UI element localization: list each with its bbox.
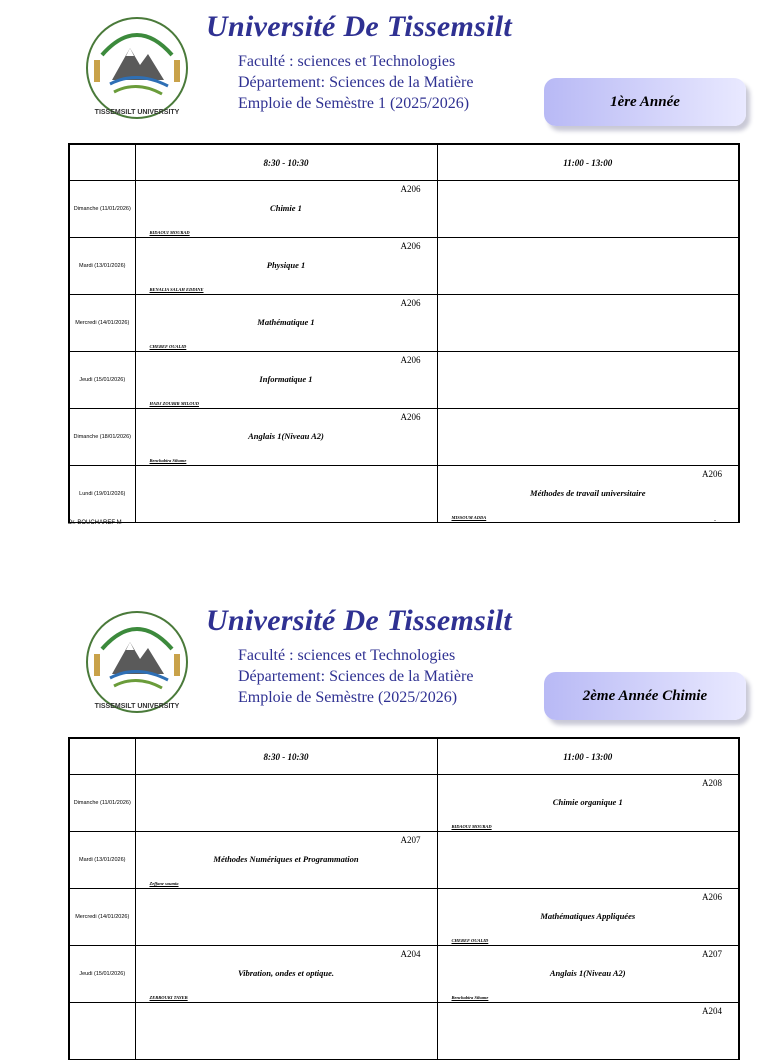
table-row <box>69 352 739 409</box>
day-label: Jeudi (15/01/2026) <box>69 352 135 409</box>
table-row <box>69 1003 739 1060</box>
day-label: Dimanche (18/01/2026) <box>69 409 135 466</box>
day-label: Mercredi (14/01/2026) <box>69 889 135 946</box>
course-cell <box>135 409 437 466</box>
course-name: Anglais 1(Niveau A2) <box>248 431 324 441</box>
course-cell <box>135 295 437 352</box>
room-label: A207 <box>400 835 421 845</box>
course-name: Vibration, ondes et optique. <box>237 968 335 978</box>
empty-cell <box>437 352 739 409</box>
course-name: Méthodes de travail universitaire <box>530 488 646 498</box>
room-label: A206 <box>400 241 421 251</box>
course-name: Anglais 1(Niveau A2) <box>549 968 626 978</box>
timetable <box>68 737 740 1060</box>
course-cell <box>437 889 739 946</box>
header-row <box>69 738 739 775</box>
faculty-line: Faculté : sciences et Technologies <box>238 647 456 664</box>
teacher-name: CHEREF OUALID <box>451 938 489 943</box>
course-name: Méthodes Numériques et Programmation <box>213 854 359 864</box>
department-line: Département: Sciences de la Matière <box>238 668 474 685</box>
room-label: A206 <box>400 184 421 194</box>
empty-cell <box>135 775 437 832</box>
day-label: Mardi (13/01/2026) <box>69 832 135 889</box>
timetable <box>68 143 740 523</box>
schedule-sheet-2 <box>0 594 768 1024</box>
course-cell <box>135 181 437 238</box>
table-row <box>69 832 739 889</box>
room-label: A206 <box>400 412 421 422</box>
empty-cell <box>437 409 739 466</box>
faculty-line: Faculté : sciences et Technologies <box>238 53 456 70</box>
empty-cell <box>135 889 437 946</box>
room-label: A204 <box>702 1006 722 1016</box>
course-name: Physique 1 <box>266 260 306 270</box>
day-label: Mercredi (14/01/2026) <box>69 295 135 352</box>
department-line: Département: Sciences de la Matière <box>238 74 474 91</box>
university-title: Université De Tissemsilt <box>206 10 513 43</box>
empty-cell <box>135 1003 437 1060</box>
year-badge: 1ère Année <box>544 78 746 126</box>
logo-text: TISSEMSILT UNIVERSITY <box>94 109 180 116</box>
teacher-name: CHEREF OUALID <box>149 344 187 349</box>
empty-cell <box>437 295 739 352</box>
table-row <box>69 238 739 295</box>
slot-header: 8:30 - 10:30 <box>135 738 437 775</box>
day-label: Lundi (19/01/2026) <box>69 466 135 523</box>
footer-signature: Dr. BOUCHAREF M <box>68 520 122 526</box>
course-name: Informatique 1 <box>259 374 313 384</box>
corner-cell <box>69 738 135 775</box>
course-cell <box>135 352 437 409</box>
table-row <box>69 889 739 946</box>
teacher-name: HADJ ZOUBIR MILOUD <box>149 401 200 406</box>
corner-cell <box>69 144 135 181</box>
slot-header: 11:00 - 13:00 <box>437 738 739 775</box>
day-label: Jeudi (15/01/2026) <box>69 946 135 1003</box>
table-row <box>69 775 739 832</box>
course-cell <box>437 466 739 523</box>
header-row <box>69 144 739 181</box>
course-cell <box>135 832 437 889</box>
teacher-name: Benchabira Sihame <box>451 995 489 1000</box>
room-label: A206 <box>702 892 722 902</box>
university-logo <box>82 10 192 126</box>
empty-cell <box>437 832 739 889</box>
year-badge: 2ème Année Chimie <box>544 672 746 720</box>
course-cell <box>437 775 739 832</box>
teacher-name: ZERROUKI TAYEB <box>149 995 188 1000</box>
teacher-name: MISSOUM ADDA <box>451 515 487 520</box>
table-row <box>69 946 739 1003</box>
room-label: A206 <box>400 298 421 308</box>
teacher-name: Benchabira Sihame <box>149 458 187 463</box>
room-label: A204 <box>400 949 421 959</box>
room-label: A207 <box>702 949 722 959</box>
teacher-name: Zeffane soumia <box>149 881 179 886</box>
slot-header: 8:30 - 10:30 <box>135 144 437 181</box>
footer-mark: - <box>714 518 716 524</box>
course-name: Chimie organique 1 <box>552 797 623 807</box>
course-cell <box>437 946 739 1003</box>
day-label: Mardi (13/01/2026) <box>69 238 135 295</box>
slot-header: 11:00 - 13:00 <box>437 144 739 181</box>
day-label <box>69 1003 135 1060</box>
course-cell <box>135 946 437 1003</box>
room-label: A208 <box>702 778 722 788</box>
course-name: Mathématiques Appliquées <box>540 911 636 921</box>
schedule-line: Emploie de Semèstre (2025/2026) <box>238 689 458 706</box>
logo-text: TISSEMSILT UNIVERSITY <box>94 703 180 710</box>
room-label: A206 <box>400 355 421 365</box>
schedule-line: Emploie de Semèstre 1 (2025/2026) <box>238 95 470 112</box>
day-label: Dimanche (11/01/2026) <box>69 181 135 238</box>
empty-cell <box>437 181 739 238</box>
university-logo <box>82 604 192 720</box>
table-row <box>69 181 739 238</box>
day-label: Dimanche (11/01/2026) <box>69 775 135 832</box>
teacher-name: BIDAOUI MOURAD <box>451 824 492 829</box>
empty-cell <box>135 466 437 523</box>
table-row <box>69 409 739 466</box>
table-row <box>69 466 739 523</box>
course-cell <box>135 238 437 295</box>
teacher-name: BENALIA SALAH EDDINE <box>149 287 204 292</box>
university-title: Université De Tissemsilt <box>206 604 513 637</box>
course-name: Chimie 1 <box>270 203 302 213</box>
course-name: Mathématique 1 <box>257 317 315 327</box>
course-cell <box>437 1003 739 1060</box>
table-row <box>69 295 739 352</box>
empty-cell <box>437 238 739 295</box>
teacher-name: BIDAOUI MOURAD <box>149 230 190 235</box>
room-label: A206 <box>702 469 722 479</box>
